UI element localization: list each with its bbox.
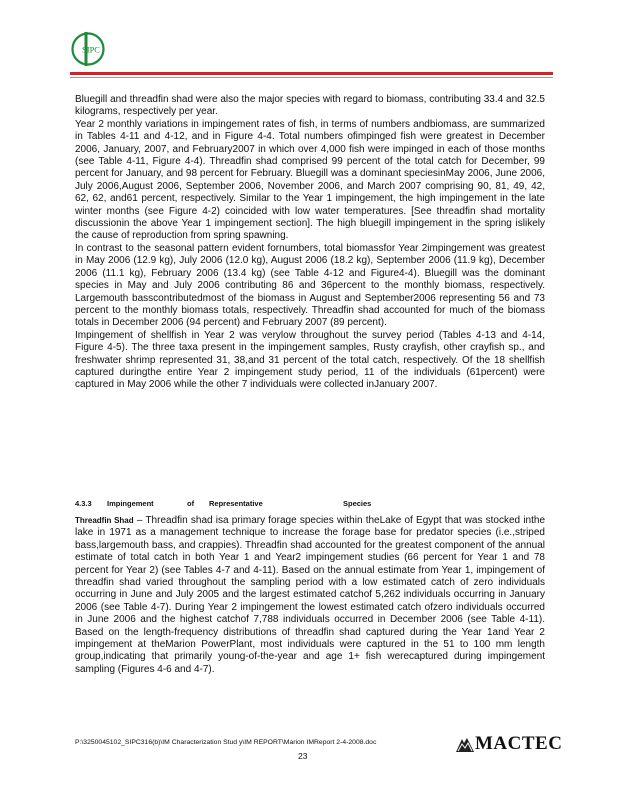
footer-file-path: P:\3250045102_SIPC316(b)\IM Characterization Stud y\IM REPORT\Marion IMReport 2-4-2008.doc	[75, 739, 377, 746]
paragraph-year2-biomass: In contrast to the seasonal pattern evident fornumbers, total biomassfor Year 2impingement was greatest in May 2006 (12.9 kg), July 2006 (12.0 kg), August 2006 (18.2 kg), September 2006 (11.9 kg), December 2006 (11.1 kg), February 2006 (13.4 kg) (see Table 4-12 and Figure4-4). Bluegill was the dominant species in May and July 2006 contributing 86 and 36percent to the monthly biomass, respectively. Largemouth basscontributedmost of the biomass in August and September2006 representing 56 and 73 percent to the monthly biomass totals, respectively. Threadfin shad accounted for much of the biomass totals in December 2006 (94 percent) and February 2007 (89 percent).	[75, 242, 545, 329]
logo-text: SIPC	[82, 44, 100, 55]
section-word-1: Impingement	[107, 499, 154, 508]
page-number: 23	[298, 751, 308, 761]
threadfin-section	[75, 515, 545, 676]
header-rule-red	[70, 72, 553, 75]
header-rule-gray	[70, 77, 553, 78]
paragraph-biomass-summary: Bluegill and threadfin shad were also the major species with regard to biomass, contributing 33.4 and 32.5 kilograms, respectively per year.	[75, 94, 545, 118]
section-heading	[75, 499, 545, 508]
run-in-heading: Threadfin Shad	[75, 516, 134, 525]
paragraph-shellfish: Impingement of shellfish in Year 2 was verylow throughout the survey period (Tables 4-13 and 4-14, Figure 4-5). The three taxa present in the impingement samples, Rusty crayfish, other crayfish sp., and freshwater shrimp represented 31, 38,and 31 percent of the total catch, respectively. Of the 18 shellfish captured duringthe entire Year 2 impingement study period, 11 of the individuals (61percent) were captured in May 2006 while the other 7 individuals were collected inJanuary 2007.	[75, 329, 545, 391]
sipc-logo	[70, 31, 106, 67]
mactec-mark-icon	[455, 736, 475, 753]
mactec-logo	[455, 733, 562, 755]
section-number: 4.3.3	[75, 499, 92, 508]
paragraph-threadfin-shad	[75, 515, 545, 676]
threadfin-text: – Threadfin shad isa primary forage species within theLake of Egypt that was stocked inthe lake in 1971 as a management technique to increase the forage base for predator species (i.e.,striped bass,largemouth bass, and crappies). Threadfin shad accounted for the greatest component of the annual estimate of total catch in both Year 1 and Year2 impingement studies (66 percent for Year 1 and 78 percent for Year 2) (see Tables 4-7 and 4-11). Based on the annual estimate from Year 1, impingement of threadfin shad varied throughout the sampling period with a low estimated catch of zero individuals occurring in June and July 2005 and the largest estimated catchof 5,262 individuals occurring in January 2006 (see Table 4-7). During Year 2 impingement the lowest estimated catch ofzero individuals occurred in June 2006 and the highest catchof 7,788 individuals occurred in December 2006 (see Table 4-11). Based on the length-frequency distributions of threadfin shad captured during the Year 1and Year 2 impingement at theMarion PowerPlant, most individuals were captured in the 51 to 100 mm length group,indicating that primarily young-of-the-year and age 1+ fish werecaptured during impingement sampling (Figures 4-6 and 4-7).	[75, 515, 545, 675]
section-word-2: of	[187, 499, 195, 508]
company-name: MACTEC	[475, 733, 563, 754]
section-word-3: Representative	[209, 499, 263, 508]
paragraph-year2-monthly-numbers: Year 2 monthly variations in impingement rates of fish, in terms of numbers andbiomass, are summarized in Tables 4-11 and 4-12, and in Figure 4-4. Total numbers ofimpinged fish were greatest in December 2006, January, 2007, and February2007 in which over 4,000 fish were impinged in each of those months (see Table 4-11, Figure 4-4). Threadfin shad comprised 99 percent of the total catch for December, 99 percent for January, and 98 percent for February. Bluegill was a dominant speciesinMay 2006, June 2006, July 2006,August 2006, September 2006, November 2006, and March 2007 comprising 90, 81, 49, 42, 62, 62, and61 percent, respectively. Similar to the Year 1 impingement, the high impingement in the late winter months (see Figure 4-2) coincided with low water temperatures. [See threadfin shad mortality discussionin the above Year 1 impingement section]. The high bluegill impingement in the spring islikely the cause of reproduction from spring spawning.	[75, 118, 545, 242]
section-word-4: Species	[343, 499, 372, 508]
body-text	[75, 94, 545, 392]
